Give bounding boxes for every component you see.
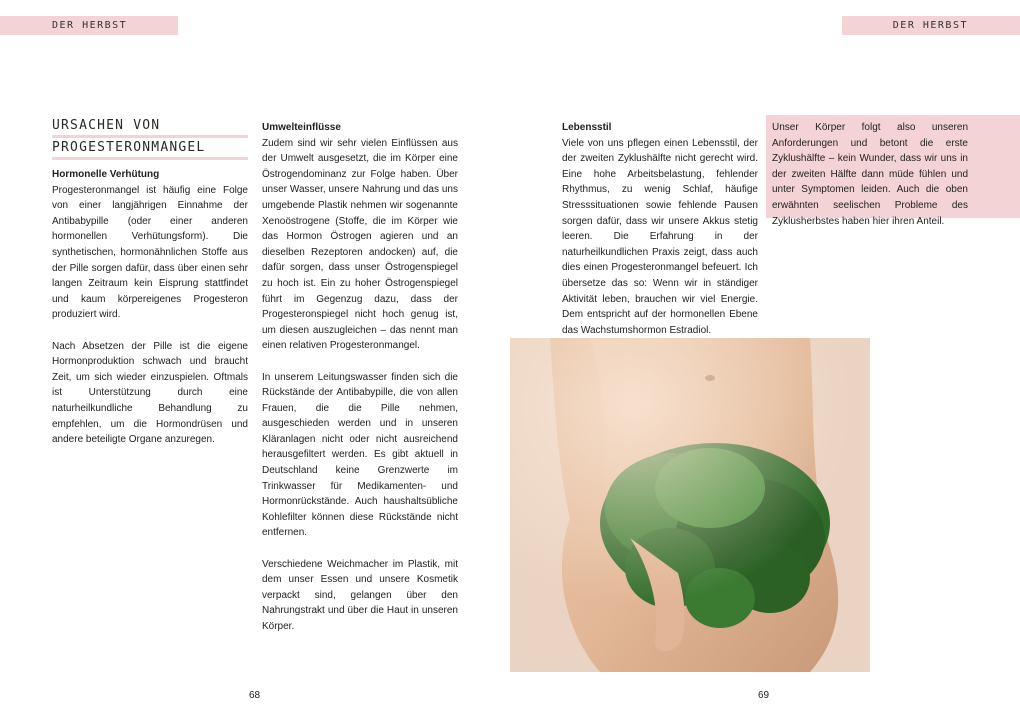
paragraph: Progesteronmangel ist häufig eine Folge von einer langjährigen Einnahme der Antibabypille (oder einer anderen hormonellen Verhütungsform). Die synthetischen, hormonähnlichen Stoffe aus der Pille sorgen dafür, dass über einen sehr langen Zeitraum kein Eisprung stattfindet und kaum körpereigenes Progesteron produziert wird. (52, 184, 248, 321)
section-title-line-2: PROGESTERONMANGEL (52, 140, 248, 160)
column-lifestyle (562, 120, 758, 338)
column-heading: Hormonelle Verhütung (52, 169, 160, 180)
page-number-right: 69 (758, 690, 770, 701)
section-title-line-1: URSACHEN VON (52, 118, 248, 138)
column-hormonal-contraception (52, 167, 248, 448)
paragraph: Nach Absetzen der Pille ist die eigene Hormonproduktion schwach und braucht Zeit, um sich wieder einzuspielen. Oftmals ist Unterstützung durch eine naturheilkundliche Behandlung zu empfehlen, um die Hormondrüsen und andere beteiligte Organe anzuregen. (52, 340, 248, 446)
page-number-left: 68 (249, 690, 261, 701)
paragraph: In unserem Leitungswasser finden sich die Rückstände der Antibabypille, die von allen Frauen, die die Pille nehmen, ausgeschieden werden und in unseren Kläranlagen nicht oder nicht ausreichend herausgefiltert werden. Es gibt aktuell in Deutschland keine Grenzwerte im Trinkwasser für Medikamenten- und Hormonrückstände. Auch haushaltsübliche Kohlefilter können diese Rückstände nicht entfernen. (262, 371, 458, 539)
running-header-right: DER HERBST (842, 16, 1020, 35)
running-header-left: DER HERBST (0, 16, 178, 35)
dill-photo-illustration (510, 338, 870, 672)
highlight-box (766, 115, 1020, 227)
column-heading: Lebensstil (562, 122, 612, 133)
section-title (52, 118, 248, 162)
dill-photo (510, 338, 870, 672)
paragraph: Viele von uns pflegen einen Lebensstil, der der zweiten Zyklushälfte nicht gerecht wird. Eine hohe Arbeitsbelastung, fehlender Rhythmus, zu wenig Schlaf, häufige Stresssituationen sowie fehlende Pausen sorgen dafür, dass wir unsere Akkus stetig leeren. Die Erfahrung in der naturheilkundlichen Praxis zeigt, dass auch dies einen Progesteronmangel befeuert. Ich übersetze das so: Wenn wir in ständiger Aktivität leben, brauchen wir viel Energie. Dem entspricht auf der hormonellen Ebene das Wachstumshormon Estradiol. (562, 137, 758, 336)
column-environmental-influences (262, 120, 458, 635)
paragraph: Verschiedene Weichmacher im Plastik, mit dem unser Essen und unsere Kosmetik verpackt sind, gelangen über den Nahrungstrakt und über die Haut in unseren Körper. (262, 558, 458, 632)
paragraph: Zudem sind wir sehr vielen Einflüssen aus der Umwelt ausgesetzt, die im Körper eine Östrogendominanz zur Folge haben. Über unser Wasser, unsere Nahrung und das uns umgebende Plastik nehmen wir sogenannte Xenoöstrogene (Stoffe, die im Körper wie das Hormon Östrogen agieren und an dieselben Rezeptoren andocken) auf, die dafür sorgen, dass unser Östrogenspiegel zu hoch ist. Ein zu hoher Östrogenspiegel führt im Gegenzug dazu, dass der Progesteronspiegel nicht hoch genug ist, um diesen auszugleichen – das nennt man einen relativen Progesteronmangel. (262, 137, 458, 352)
column-heading: Umwelteinflüsse (262, 122, 341, 133)
highlight-text: Unser Körper folgt also unseren Anforderungen und betont die erste Zyklushälfte – kein Wunder, dass wir uns in der zweiten Hälfte dann müde fühlen und unter Symptomen leiden. Auch die oben erwähnten seelischen Probleme des Zyklusherbstes haben hier ihren Anteil. (772, 122, 968, 227)
